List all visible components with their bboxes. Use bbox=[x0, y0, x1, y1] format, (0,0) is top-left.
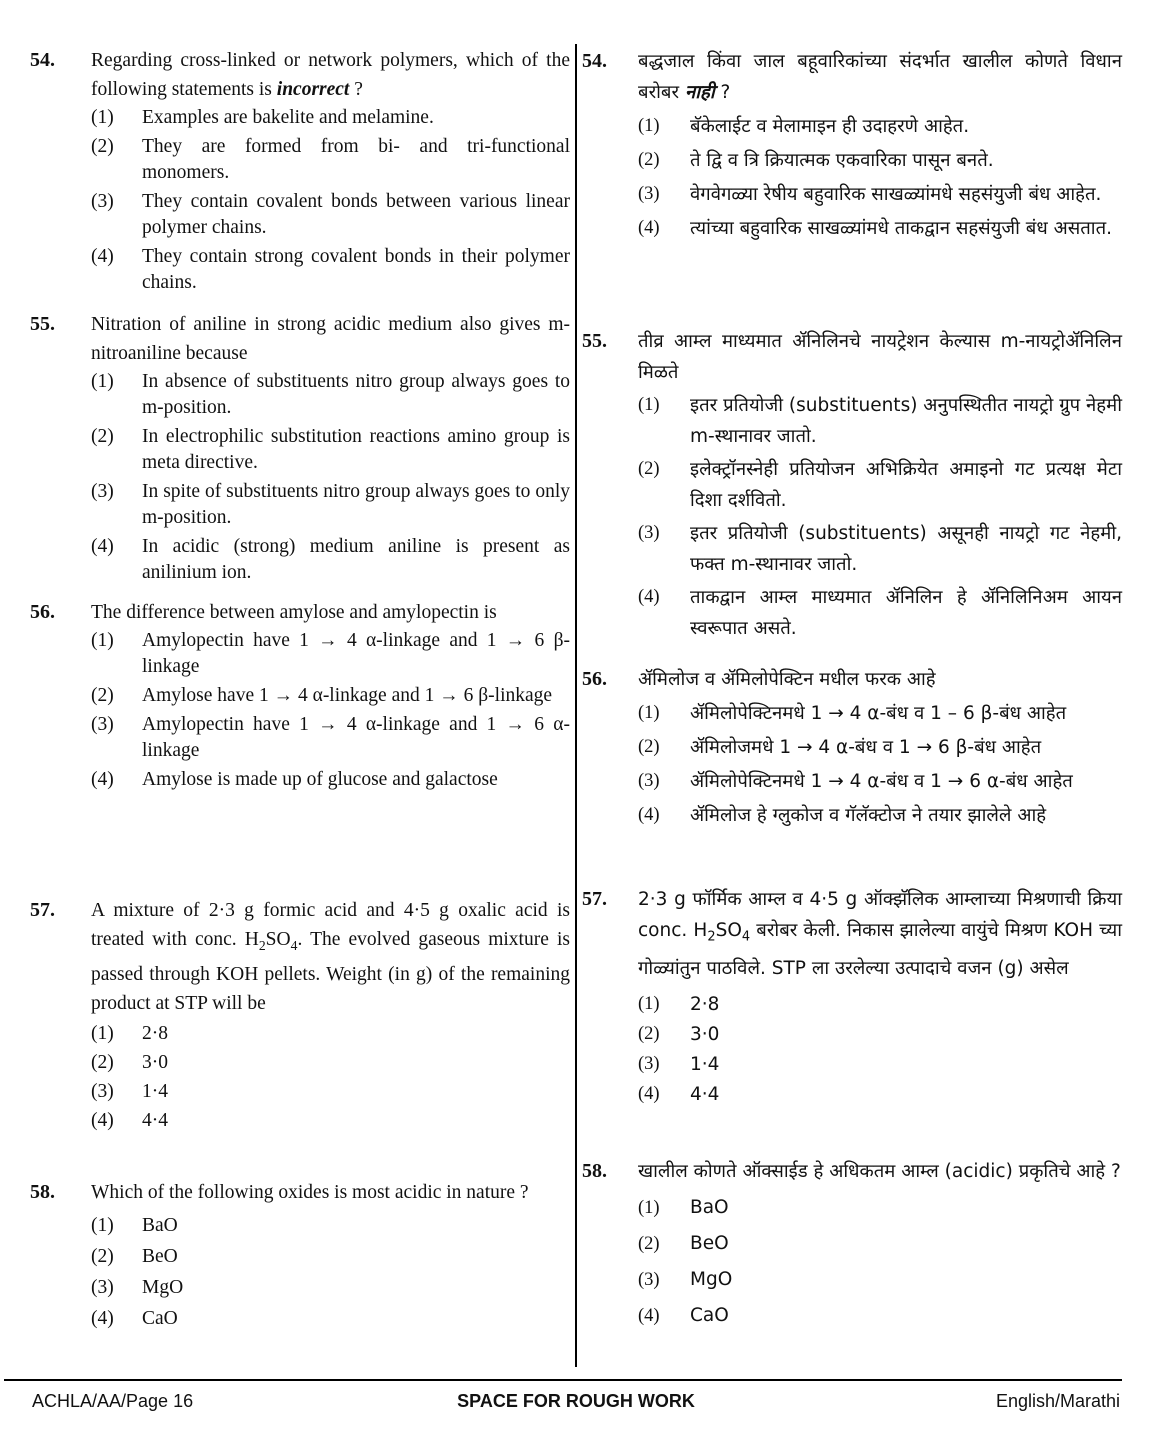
question-58-en bbox=[30, 1178, 570, 1335]
option: (4) त्यांच्या बहुवारिक साखळ्यांमधे ताकद्वान सहसंयुजी बंध असतात. bbox=[638, 218, 1113, 239]
question-text: ॲमिलोज व ॲमिलोपेक्टिन मधील फरक आहे bbox=[638, 669, 936, 690]
option: (4) CaO bbox=[91, 1308, 178, 1329]
language-label: English/Marathi bbox=[995, 1391, 1120, 1411]
option: (1) In absence of substituents nitro group always goes to m-position. bbox=[91, 371, 570, 418]
option: (3) MgO bbox=[91, 1277, 184, 1298]
column-divider bbox=[575, 44, 577, 1367]
option: (2) They are formed from bi- and tri-functional monomers. bbox=[91, 136, 570, 183]
question-text: 2·3 g फॉर्मिक आम्ल व 4·5 g ऑक्झॅलिक आम्लाच्या मिश्रणाची क्रिया conc. $H_2SO_4$ बरोबर केली. निकास झालेल्या वायुंचे मिश्रण KOH च्या गोळ्यांतुन पाठविले. STP ला उरलेल्या उत्पादाचे वजन (g) असेल bbox=[638, 889, 1122, 979]
question-number: 58. bbox=[582, 1160, 607, 1182]
option: (3) ॲमिलोपेक्टिनमधे 1 → 4 α-बंध व 1 → 6 α-बंध आहेत bbox=[638, 771, 1073, 792]
question-57-mr bbox=[582, 884, 1122, 1109]
option: (2) 3·0 bbox=[91, 1051, 168, 1073]
question-number: 57. bbox=[582, 888, 607, 910]
option: (3) In spite of substituents nitro group always goes to only m-position. bbox=[91, 481, 570, 528]
option: (3) Amylopectin have 1 → 4 α-linkage and 1 → 6 α-linkage bbox=[91, 714, 570, 761]
question-number: 56. bbox=[30, 601, 55, 623]
question-text: बद्धजाल किंवा जाल बहूवारिकांच्या संदर्भात खालील कोणते विधान बरोबर नाही ? bbox=[638, 51, 1122, 103]
option: (2) Amylose have 1 → 4 α-linkage and 1 → 6 β-linkage bbox=[91, 685, 553, 706]
page-id: ACHLA/AA/Page 16 bbox=[32, 1391, 194, 1411]
option: (2) BeO bbox=[91, 1246, 178, 1267]
question-text: The difference between amylose and amylopectin is bbox=[91, 602, 497, 623]
question-54-en bbox=[30, 46, 570, 299]
question-text: तीव्र आम्ल माध्यमात ॲनिलिनचे नायट्रेशन केल्यास m-नायट्रोॲनिलिन मिळते bbox=[638, 331, 1122, 383]
question-55-en bbox=[30, 310, 570, 589]
option: (1) BaO bbox=[638, 1197, 729, 1218]
option: (1) 2·8 bbox=[638, 993, 720, 1015]
question-number: 54. bbox=[582, 50, 607, 72]
option: (3) MgO bbox=[638, 1269, 733, 1290]
option: (2) In electrophilic substitution reactions amino group is meta directive. bbox=[91, 426, 570, 473]
option: (4) ॲमिलोज हे ग्लुकोज व गॅलॅक्टोज ने तयार झालेले आहे bbox=[638, 805, 1047, 826]
option: (1) इतर प्रतियोजी (substituents) अनुपस्थितीत नायट्रो ग्रुप नेहमी m-स्थानावर जातो. bbox=[638, 395, 1122, 447]
question-54-mr bbox=[582, 46, 1122, 244]
option: (4) In acidic (strong) medium aniline is present as anilinium ion. bbox=[91, 536, 570, 583]
option: (4) Amylose is made up of glucose and galactose bbox=[91, 769, 498, 790]
question-number: 56. bbox=[582, 668, 607, 690]
question-number: 55. bbox=[582, 330, 607, 352]
question-55-mr bbox=[582, 326, 1122, 644]
option: (2) ॲमिलोजमधे 1 → 4 α-बंध व 1 → 6 β-बंध आहेत bbox=[638, 737, 1042, 758]
option: (1) Examples are bakelite and melamine. bbox=[91, 107, 434, 128]
question-text: Regarding cross-linked or network polymers, which of the following statements is incorrect ? bbox=[91, 50, 570, 100]
question-text: खालील कोणते ऑक्साईड हे अधिकतम आम्ल (acidic) प्रकृतिचे आहे ? bbox=[638, 1161, 1121, 1182]
option: (4) ताकद्वान आम्ल माध्यमात ॲनिलिन हे ॲनिलिनिअम आयन स्वरूपात असते. bbox=[638, 587, 1122, 639]
question-56-en bbox=[30, 598, 570, 796]
question-number: 55. bbox=[30, 313, 55, 335]
question-57-en bbox=[30, 896, 570, 1137]
question-text: A mixture of 2·3 g formic acid and 4·5 g oxalic acid is treated with conc. $H_2SO_4$. The evolved gaseous mixture is passed through KOH pellets. Weight (in g) of the remaining product at STP will be bbox=[91, 900, 570, 1014]
option: (3) वेगवेगळ्या रेषीय बहुवारिक साखळ्यांमधे सहसंयुजी बंध आहेत. bbox=[638, 184, 1102, 205]
question-number: 58. bbox=[30, 1181, 55, 1203]
option: (2) ते द्वि व त्रि क्रियात्मक एकवारिका पासून बनते. bbox=[638, 150, 994, 171]
option: (1) ॲमिलोपेक्टिनमधे 1 → 4 α-बंध व 1 – 6 β-बंध आहेत bbox=[638, 703, 1067, 724]
option: (1) BaO bbox=[91, 1215, 178, 1236]
option: (1) 2·8 bbox=[91, 1022, 168, 1044]
question-text: Which of the following oxides is most acidic in nature ? bbox=[91, 1182, 529, 1203]
option: (3) They contain covalent bonds between various linear polymer chains. bbox=[91, 191, 570, 238]
option: (3) 1·4 bbox=[638, 1053, 720, 1075]
rough-work-label: SPACE FOR ROUGH WORK bbox=[457, 1391, 695, 1411]
option: (4) They contain strong covalent bonds in their polymer chains. bbox=[91, 246, 570, 293]
option: (2) BeO bbox=[638, 1233, 729, 1254]
option: (2) 3·0 bbox=[638, 1023, 720, 1045]
option: (4) CaO bbox=[638, 1305, 729, 1326]
option: (4) 4·4 bbox=[638, 1083, 720, 1105]
question-text: Nitration of aniline in strong acidic medium also gives m-nitroaniline because bbox=[91, 314, 570, 364]
option: (4) 4·4 bbox=[91, 1109, 168, 1131]
option: (2) इलेक्ट्रॉनस्नेही प्रतियोजन अभिक्रियेत अमाइनो गट प्रत्यक्ष मेटा दिशा दर्शवितो. bbox=[638, 459, 1122, 511]
question-number: 57. bbox=[30, 899, 55, 921]
question-number: 54. bbox=[30, 49, 55, 71]
footer-rule bbox=[4, 1379, 1122, 1381]
option: (3) इतर प्रतियोजी (substituents) असूनही नायट्रो गट नेहमी, फक्त m-स्थानावर जातो. bbox=[638, 523, 1122, 575]
question-58-mr bbox=[582, 1156, 1122, 1331]
option: (1) Amylopectin have 1 → 4 α-linkage and 1 → 6 β-linkage bbox=[91, 630, 570, 677]
option: (1) बॅकेलाईट व मेलामाइन ही उदाहरणे आहेत. bbox=[638, 116, 970, 137]
question-56-mr bbox=[582, 664, 1122, 831]
option: (3) 1·4 bbox=[91, 1080, 168, 1102]
